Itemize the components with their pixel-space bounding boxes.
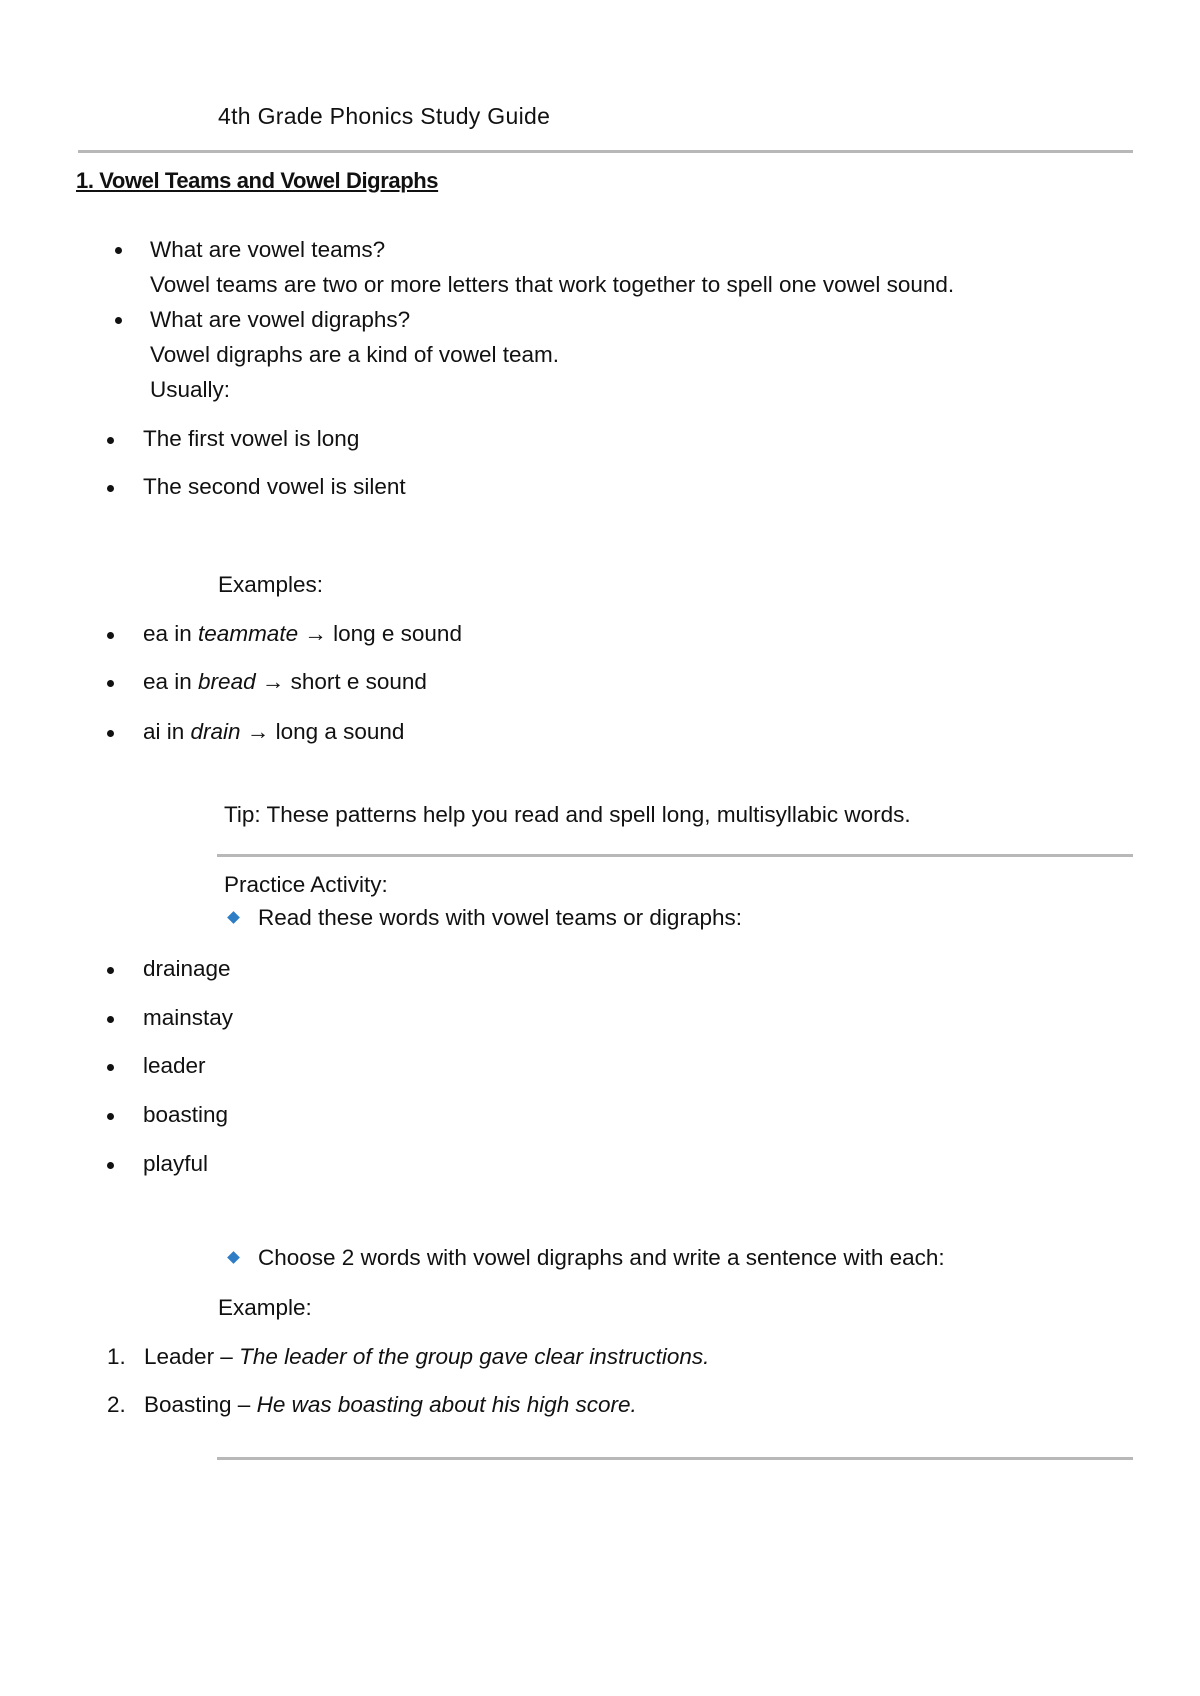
example-item: ea in teammate → long e sound	[143, 621, 462, 646]
sentence-text: The leader of the group gave clear instructions.	[239, 1344, 710, 1369]
section-heading: 1. Vowel Teams and Vowel Digraphs	[76, 168, 439, 193]
bullet-icon	[115, 247, 122, 254]
sentence-item: Boasting – He was boasting about his high score.	[144, 1392, 637, 1417]
bullet-icon	[107, 967, 114, 974]
list-item: The second vowel is silent	[143, 474, 406, 499]
practice-instruction: Read these words with vowel teams or digraphs:	[258, 905, 742, 930]
practice-word: drainage	[143, 956, 231, 981]
bullet-icon	[107, 1113, 114, 1120]
answer-vowel-teams: Vowel teams are two or more letters that work together to spell one vowel sound.	[150, 272, 955, 297]
diamond-bullet-icon	[227, 911, 240, 924]
bullet-icon	[107, 437, 114, 444]
list-number: 2.	[107, 1392, 126, 1417]
practice-word: leader	[143, 1053, 206, 1078]
list-number: 1.	[107, 1344, 126, 1369]
practice-word: playful	[143, 1151, 209, 1176]
bullet-icon	[115, 317, 122, 324]
practice-word: mainstay	[143, 1005, 234, 1030]
page-title: 4th Grade Phonics Study Guide	[218, 103, 551, 129]
question-vowel-digraphs: What are vowel digraphs?	[150, 307, 411, 332]
example-item: ea in bread → short e sound	[143, 669, 427, 694]
tip-text: Tip: These patterns help you read and spell long, multisyllabic words.	[224, 802, 911, 827]
list-item: The first vowel is long	[143, 426, 360, 451]
bullet-icon	[107, 1162, 114, 1169]
sentence-item: Leader – The leader of the group gave clear instructions.	[144, 1344, 710, 1369]
bullet-icon	[107, 730, 114, 737]
example-word: teammate	[198, 621, 299, 646]
bullet-icon	[107, 632, 114, 639]
example-label: Example:	[218, 1295, 312, 1320]
bullet-icon	[107, 1064, 114, 1071]
question-vowel-teams: What are vowel teams?	[150, 237, 386, 262]
bottom-divider	[217, 1457, 1133, 1460]
title-divider	[78, 150, 1133, 153]
diamond-bullet-icon	[227, 1251, 240, 1264]
usually-label: Usually:	[150, 377, 231, 402]
practice-label: Practice Activity:	[224, 872, 388, 897]
bullet-icon	[107, 485, 114, 492]
example-item: ai in drain → long a sound	[143, 719, 405, 744]
bullet-icon	[107, 680, 114, 687]
examples-label: Examples:	[218, 572, 324, 597]
sentence-text: He was boasting about his high score.	[256, 1392, 637, 1417]
choose-instruction: Choose 2 words with vowel digraphs and write a sentence with each:	[258, 1245, 945, 1270]
example-word: bread	[198, 669, 256, 694]
bullet-icon	[107, 1016, 114, 1023]
example-word: drain	[190, 719, 241, 744]
practice-word: boasting	[143, 1102, 229, 1127]
answer-vowel-digraphs: Vowel digraphs are a kind of vowel team.	[150, 342, 559, 367]
tip-divider	[217, 854, 1133, 857]
